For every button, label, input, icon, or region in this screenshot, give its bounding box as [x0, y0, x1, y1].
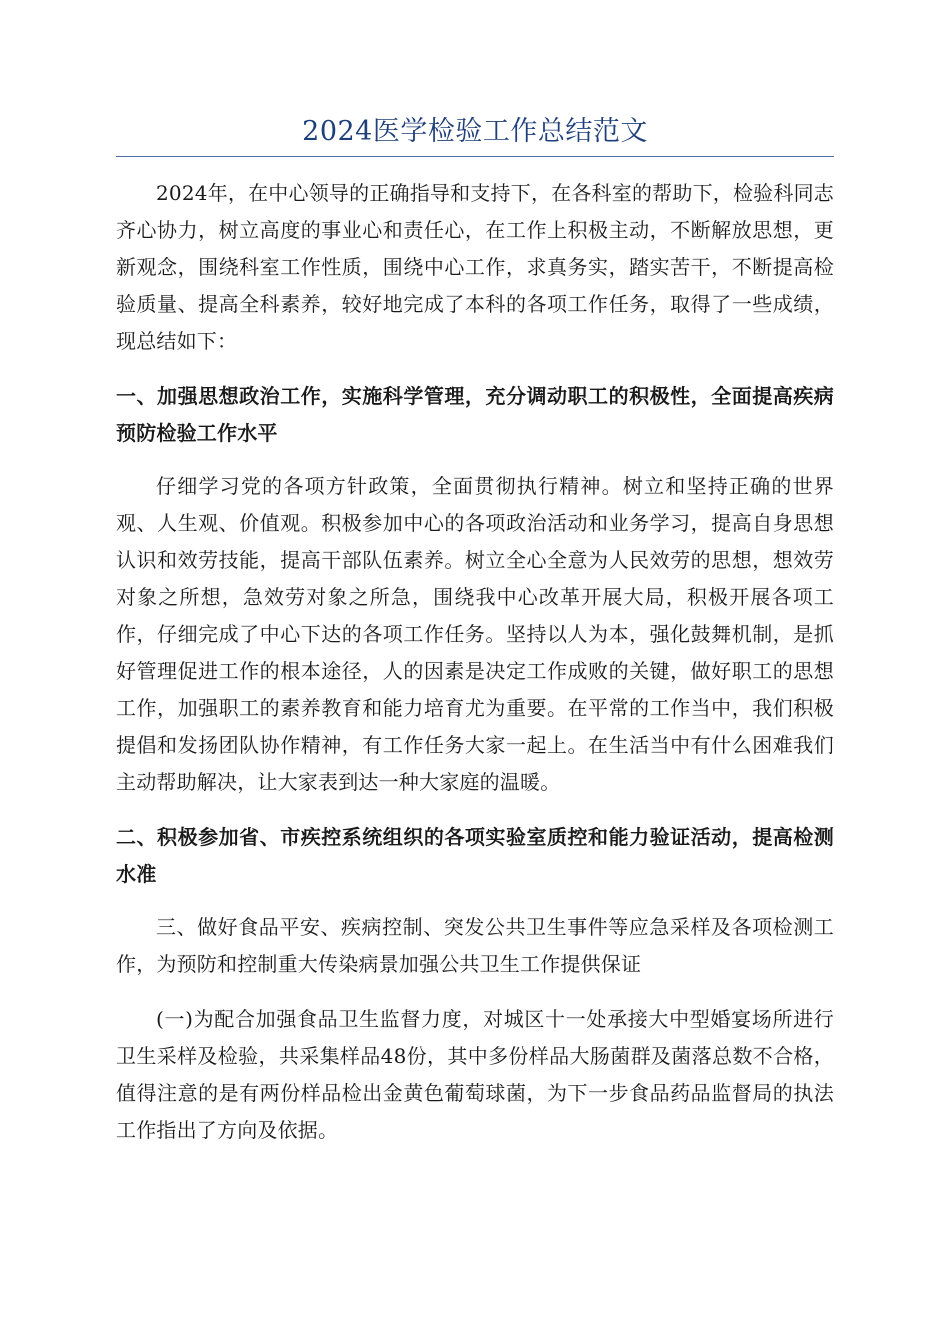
- section-3-paragraph: 三、做好食品平安、疾病控制、突发公共卫生事件等应急采样及各项检测工作，为预防和控制重大传染病景加强公共卫生工作提供保证: [116, 915, 834, 976]
- subsection-1-paragraph: (一)为配合加强食品卫生监督力度，对城区十一处承接大中型婚宴场所进行卫生采样及检验，共采集样品48份，其中多份样品大肠菌群及菌落总数不合格，值得注意的是有两份样品检出金黄色葡萄球菌，为下一步食品药品监督局的执法工作指出了方向及依据。: [116, 1007, 834, 1142]
- intro-paragraph: 2024年，在中心领导的正确指导和支持下，在各科室的帮助下，检验科同志齐心协力，树立高度的事业心和责任心，在工作上积极主动，不断解放思想，更新观念，围绕科室工作性质，围绕中心工作，求真务实，踏实苦干，不断提高检验质量、提高全科素养，较好地完成了本科的各项工作任务，取得了一些成绩，现总结如下：: [116, 181, 834, 353]
- document-body: [116, 175, 834, 1167]
- section-1-paragraph: 仔细学习党的各项方针政策，全面贯彻执行精神。树立和坚持正确的世界观、人生观、价值观。积极参加中心的各项政治活动和业务学习，提高自身思想认识和效劳技能，提高干部队伍素养。树立全心全意为人民效劳的思想，想效劳对象之所想，急效劳对象之所急，围绕我中心改革开展大局，积极开展各项工作，仔细完成了中心下达的各项工作任务。坚持以人为本，强化鼓舞机制，是抓好管理促进工作的根本途径，人的因素是决定工作成败的关键，做好职工的思想工作，加强职工的素养教育和能力培育尤为重要。在平常的工作当中，我们积极提倡和发扬团队协作精神，有工作任务大家一起上。在生活当中有什么困难我们主动帮助解决，让大家表到达一种大家庭的温暖。: [116, 474, 834, 794]
- title-block: [116, 112, 834, 157]
- section-heading-2: 二、积极参加省、市疾控系统组织的各项实验室质控和能力验证活动，提高检测水准: [116, 825, 834, 886]
- section-heading-1: 一、加强思想政治工作，实施科学管理，充分调动职工的积极性，全面提高疾病预防检验工作水平: [116, 384, 834, 445]
- document-title: 2024医学检验工作总结范文: [302, 116, 648, 147]
